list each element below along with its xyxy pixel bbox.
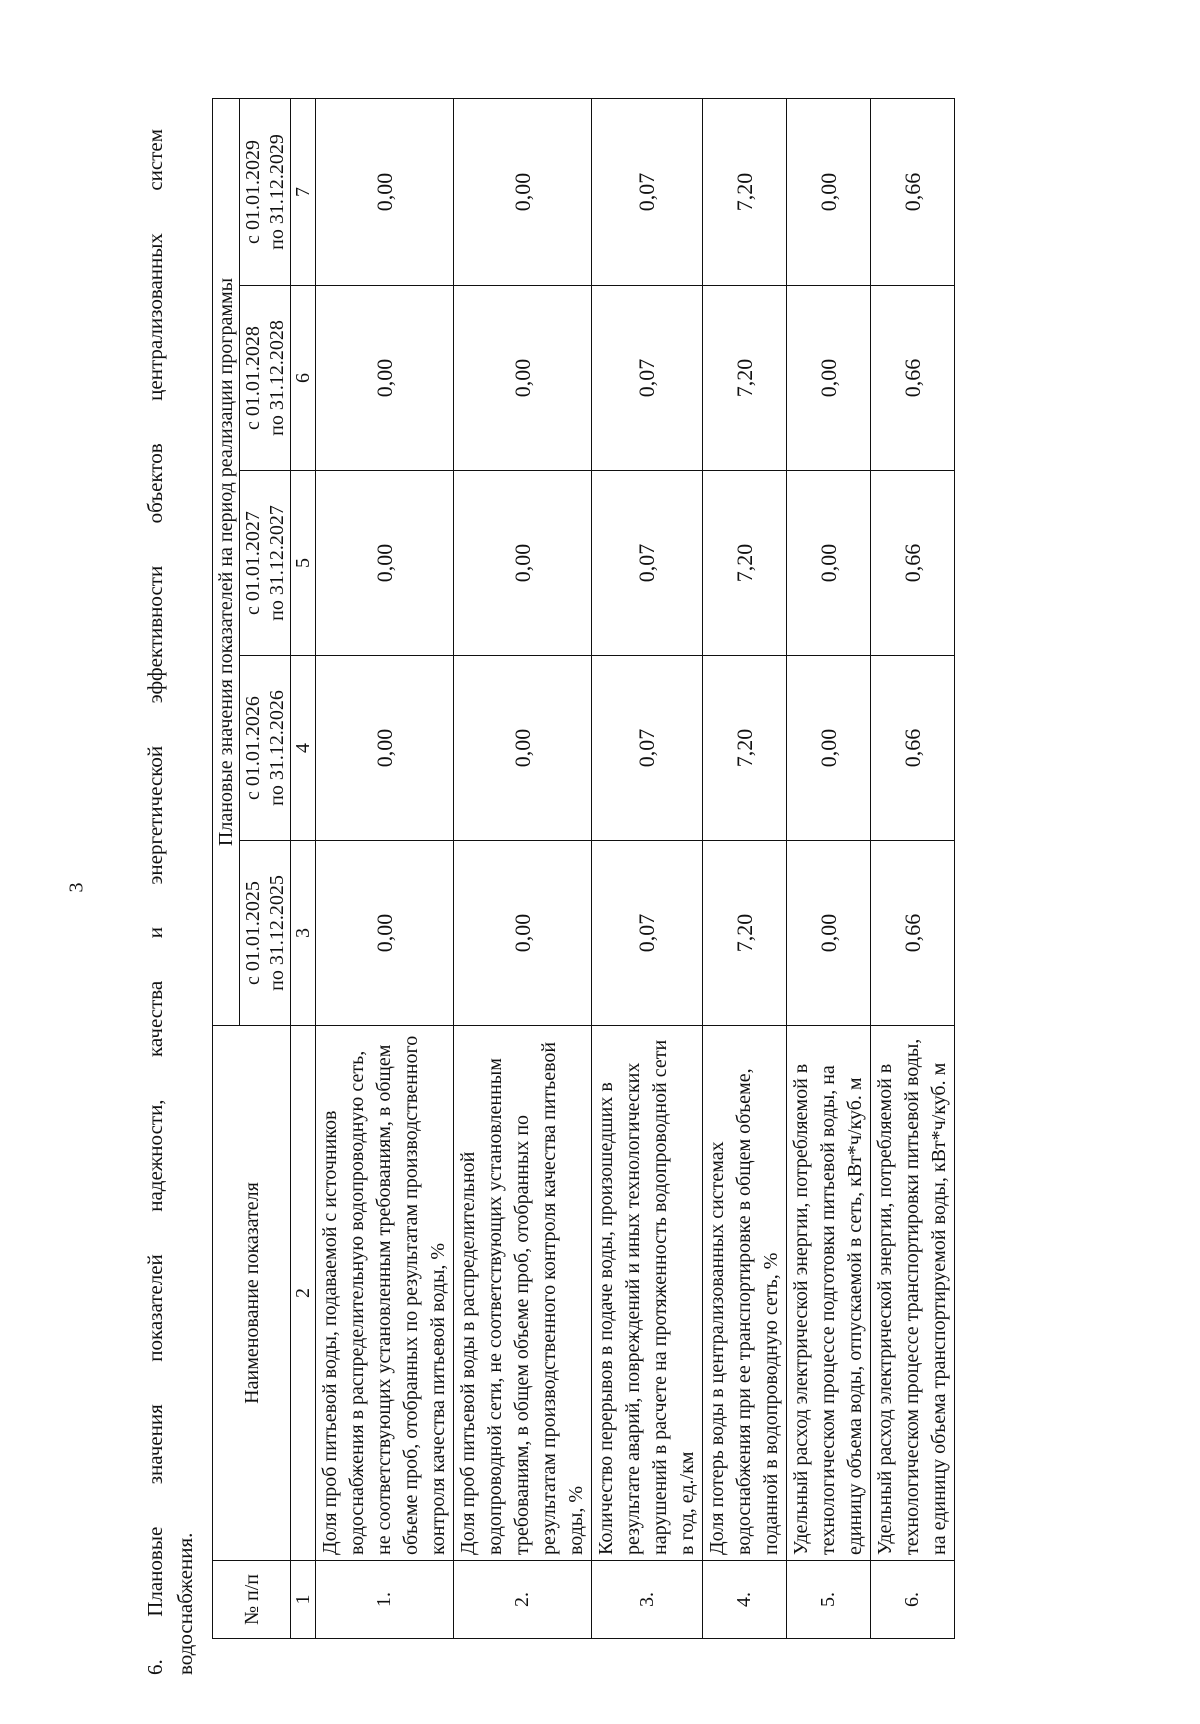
table-row — [703, 98, 787, 1638]
table-row — [454, 98, 592, 1638]
value-cell: 0,00 — [454, 471, 592, 656]
value-cell: 0,00 — [454, 656, 592, 841]
value-cell: 0,00 — [454, 98, 592, 285]
value-cell: 7,20 — [703, 471, 787, 656]
column-number-4: 4 — [291, 656, 316, 841]
period-header-2: с 01.01.2026 по 31.12.2026 — [240, 656, 291, 841]
row-number: 2. — [454, 1561, 592, 1639]
value-cell: 0,00 — [316, 656, 454, 841]
table-row — [592, 98, 703, 1638]
section-heading — [140, 129, 200, 1675]
column-number-2: 2 — [291, 1026, 316, 1561]
column-number-3: 3 — [291, 841, 316, 1026]
value-cell: 0,66 — [871, 286, 955, 471]
value-cell: 0,07 — [592, 98, 703, 285]
value-cell: 0,07 — [592, 286, 703, 471]
indicator-name: Количество перерывов в подаче воды, произошедших в результате аварий, повреждений и иных технологических нарушений в расчете на протяженность водопроводной сети в год, ед./км — [592, 1026, 703, 1561]
value-cell: 7,20 — [703, 286, 787, 471]
value-cell: 0,00 — [454, 286, 592, 471]
value-cell: 0,00 — [787, 656, 871, 841]
column-number-row — [291, 98, 316, 1638]
value-cell: 0,00 — [787, 98, 871, 285]
value-cell: 0,00 — [787, 286, 871, 471]
row-number: 1. — [316, 1561, 454, 1639]
value-cell: 0,66 — [871, 98, 955, 285]
value-cell: 0,07 — [592, 656, 703, 841]
indicator-name: Удельный расход электрической энергии, потребляемой в технологическом процессе подготовки питьевой воды, на единицу объема воды, отпускаемой в сеть, кВт*ч/куб. м — [787, 1026, 871, 1561]
indicator-name: Доля проб питьевой воды в распределительной водопроводной сети, не соответствующих установленным требованиям, в общем объеме проб, отобранных по результатам производственного контроля качества питьевой воды, % — [454, 1026, 592, 1561]
value-cell: 0,66 — [871, 656, 955, 841]
value-cell: 7,20 — [703, 98, 787, 285]
value-cell: 7,20 — [703, 841, 787, 1026]
table-row — [316, 98, 454, 1638]
page-number: 3 — [65, 882, 88, 893]
value-cell: 0,00 — [454, 841, 592, 1026]
row-number: 3. — [592, 1561, 703, 1639]
column-number-7: 7 — [291, 98, 316, 285]
column-number-5: 5 — [291, 471, 316, 656]
value-cell: 0,00 — [316, 471, 454, 656]
period-header-1: с 01.01.2025 по 31.12.2025 — [240, 841, 291, 1026]
period-header-3: с 01.01.2027 по 31.12.2027 — [240, 471, 291, 656]
period-header-5: с 01.01.2029 по 31.12.2029 — [240, 98, 291, 285]
header-group: Плановые значения показателей на период реализации программы — [213, 98, 240, 1025]
value-cell: 0,66 — [871, 841, 955, 1026]
header-no: № п/п — [213, 1561, 291, 1639]
row-number: 5. — [787, 1561, 871, 1639]
value-cell: 0,00 — [316, 98, 454, 285]
value-cell: 0,07 — [592, 471, 703, 656]
indicator-name: Доля потерь воды в централизованных системах водоснабжения при ее транспортировке в общем объеме, поданной в водопроводную сеть, % — [703, 1026, 787, 1561]
value-cell: 0,00 — [316, 286, 454, 471]
row-number: 6. — [871, 1561, 955, 1639]
indicators-table — [212, 98, 955, 1639]
value-cell: 0,00 — [787, 471, 871, 656]
header-row-1 — [213, 98, 240, 1638]
value-cell: 0,00 — [316, 841, 454, 1026]
value-cell: 0,66 — [871, 471, 955, 656]
header-name: Наименование показателя — [213, 1026, 291, 1561]
column-number-1: 1 — [291, 1561, 316, 1639]
value-cell: 0,00 — [787, 841, 871, 1026]
value-cell: 0,07 — [592, 841, 703, 1026]
heading-line-2: водоснабжения. — [173, 1532, 197, 1675]
table-row — [871, 98, 955, 1638]
indicator-name: Удельный расход электрической энергии, потребляемой в технологическом процессе транспортировки питьевой воды, на единицу объема транспортируемой воды, кВт*ч/куб. м — [871, 1026, 955, 1561]
column-number-6: 6 — [291, 286, 316, 471]
value-cell: 7,20 — [703, 656, 787, 841]
table-body — [316, 98, 955, 1638]
indicator-name: Доля проб питьевой воды, подаваемой с источников водоснабжения в распределительную водопроводную сеть, не соответствующих установленным требованиям, в общем объеме проб, отобранных по результатам производственного контроля качества питьевой воды, % — [316, 1026, 454, 1561]
rotated-content — [140, 75, 1200, 1675]
heading-line-1: 6. Плановые значения показателей надежности, качества и энергетической эффективности объектов централизованных систем — [143, 129, 167, 1675]
row-number: 4. — [703, 1561, 787, 1639]
table-row — [787, 98, 871, 1638]
period-header-4: с 01.01.2028 по 31.12.2028 — [240, 286, 291, 471]
